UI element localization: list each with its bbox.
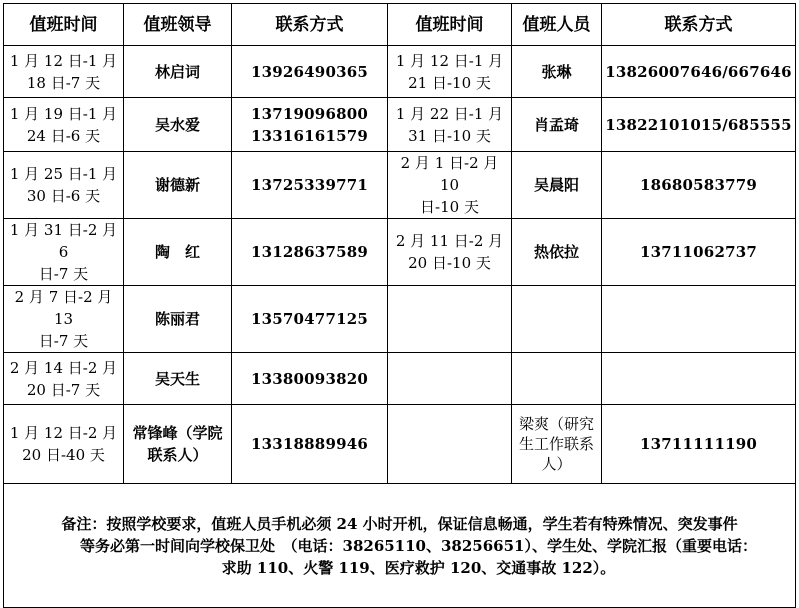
staff-name-cell bbox=[512, 353, 602, 405]
table-row bbox=[4, 98, 796, 152]
staff-period-cell bbox=[388, 353, 512, 405]
staff-period-cell bbox=[388, 152, 512, 219]
leader-period-line: 1 月 12 日-2 月 bbox=[9, 424, 118, 442]
duty-roster-table bbox=[3, 3, 796, 608]
header-row bbox=[4, 4, 796, 46]
table-row bbox=[4, 405, 796, 484]
header-leader-phone: 联系方式 bbox=[232, 4, 388, 46]
staff-name-line: 梁爽（研究 bbox=[518, 415, 594, 433]
staff-name-line: 生工作联系 bbox=[518, 435, 594, 453]
staff-period-line: 2 月 1 日-2 月 10 bbox=[400, 154, 499, 194]
staff-phone: 13711111190 bbox=[602, 405, 796, 484]
staff-name: 热依拉 bbox=[533, 243, 579, 261]
leader-phone: 13318889946 bbox=[250, 435, 368, 453]
staff-period-cell bbox=[388, 219, 512, 286]
staff-period-line: 日-10 天 bbox=[420, 198, 479, 216]
staff-period-line: 20 日-10 天 bbox=[408, 254, 491, 272]
leader-period-cell bbox=[4, 405, 124, 484]
leader-phone-cell bbox=[232, 98, 388, 152]
leader-period-line: 1 月 25 日-1 月 bbox=[9, 165, 118, 183]
remarks-line: 求助 110、火警 119、医疗救护 120、交通事故 122）。 bbox=[221, 558, 616, 577]
leader-period-line: 18 日-7 天 bbox=[26, 73, 101, 92]
staff-name-cell bbox=[512, 98, 602, 152]
remarks-cell bbox=[4, 484, 796, 608]
leader-phone: 13719096800 bbox=[250, 104, 368, 123]
staff-period-cell bbox=[388, 46, 512, 98]
leader-period-line: 1 月 31 日-2 月 6 bbox=[9, 221, 118, 261]
staff-period-line: 1 月 12 日-1 月 bbox=[395, 51, 504, 70]
staff-period-cell bbox=[388, 405, 512, 484]
leader-phone-cell bbox=[232, 152, 388, 219]
leader-name: 谢德新 bbox=[124, 152, 232, 219]
leader-phone-cell bbox=[232, 405, 388, 484]
leader-name: 吴水爱 bbox=[124, 98, 232, 152]
leader-name: 陈丽君 bbox=[124, 286, 232, 353]
table-row bbox=[4, 286, 796, 353]
leader-phone-cell bbox=[232, 353, 388, 405]
staff-phone bbox=[602, 353, 796, 405]
leader-period-cell bbox=[4, 98, 124, 152]
header-leader: 值班领导 bbox=[124, 4, 232, 46]
leader-name: 吴天生 bbox=[124, 353, 232, 405]
leader-phone: 13926490365 bbox=[250, 62, 368, 81]
leader-period-line: 24 日-6 天 bbox=[26, 126, 101, 145]
staff-name-cell bbox=[512, 152, 602, 219]
leader-period-cell bbox=[4, 152, 124, 219]
staff-period-cell bbox=[388, 286, 512, 353]
leader-period-line: 2 月 7 日-2 月 13 bbox=[14, 288, 113, 328]
leader-phone: 13380093820 bbox=[250, 369, 368, 388]
leader-period-line: 20 日-7 天 bbox=[26, 380, 101, 399]
leader-period-line: 1 月 19 日-1 月 bbox=[9, 104, 118, 123]
staff-phone: 18680583779 bbox=[602, 152, 796, 219]
staff-phone: 13711062737 bbox=[602, 219, 796, 286]
leader-period-cell bbox=[4, 219, 124, 286]
staff-period-line: 1 月 22 日-1 月 bbox=[395, 104, 504, 123]
leader-name: 林启词 bbox=[124, 46, 232, 98]
staff-name-cell bbox=[512, 286, 602, 353]
staff-period-cell bbox=[388, 98, 512, 152]
staff-phone bbox=[602, 286, 796, 353]
note-row bbox=[4, 484, 796, 608]
leader-period-line: 日-7 天 bbox=[38, 332, 89, 350]
table-row bbox=[4, 152, 796, 219]
staff-phone: 13822101015/685555 bbox=[602, 98, 796, 152]
leader-period-line: 30 日-6 天 bbox=[26, 187, 101, 205]
leader-phone: 13725339771 bbox=[250, 176, 368, 194]
remarks-line: 等务必第一时间向学校保卫处 （电话：38265110、38256651）、学生处、学院汇报（重要电话： bbox=[80, 536, 757, 555]
staff-period-line: 31 日-10 天 bbox=[408, 126, 491, 145]
staff-period-line: 2 月 11 日-2 月 bbox=[395, 232, 504, 250]
leader-period-cell bbox=[4, 353, 124, 405]
leader-phone-cell bbox=[232, 286, 388, 353]
leader-period-cell bbox=[4, 46, 124, 98]
header-staff: 值班人员 bbox=[512, 4, 602, 46]
leader-phone: 13128637589 bbox=[250, 243, 368, 261]
staff-period-line: 21 日-10 天 bbox=[408, 73, 491, 92]
leader-name: 常锋峰（学院联系人） bbox=[124, 405, 232, 484]
leader-phone: 13316161579 bbox=[250, 126, 368, 145]
leader-name: 陶 红 bbox=[124, 219, 232, 286]
staff-phone: 13826007646/667646 bbox=[602, 46, 796, 98]
leader-period-cell bbox=[4, 286, 124, 353]
staff-name: 张琳 bbox=[541, 62, 572, 81]
table-row bbox=[4, 353, 796, 405]
staff-name-line: 人） bbox=[541, 455, 572, 473]
header-staff-phone: 联系方式 bbox=[602, 4, 796, 46]
leader-period-line: 20 日-40 天 bbox=[22, 446, 105, 464]
leader-phone: 13570477125 bbox=[250, 310, 368, 328]
staff-name: 肖孟琦 bbox=[533, 115, 579, 134]
remarks-line: 备注：按照学校要求，值班人员手机必须 24 小时开机，保证信息畅通，学生若有特殊情况、突发事件 bbox=[61, 514, 738, 533]
table-row bbox=[4, 46, 796, 98]
staff-name-cell bbox=[512, 219, 602, 286]
leader-period-line: 2 月 14 日-2 月 bbox=[9, 358, 118, 377]
header-leader-period: 值班时间 bbox=[4, 4, 124, 46]
leader-period-line: 1 月 12 日-1 月 bbox=[9, 51, 118, 70]
leader-phone-cell bbox=[232, 46, 388, 98]
header-staff-period: 值班时间 bbox=[388, 4, 512, 46]
leader-period-line: 日-7 天 bbox=[38, 265, 89, 283]
leader-phone-cell bbox=[232, 219, 388, 286]
staff-name-cell bbox=[512, 405, 602, 484]
staff-name-cell bbox=[512, 46, 602, 98]
table-row bbox=[4, 219, 796, 286]
staff-name: 吴晨阳 bbox=[533, 176, 579, 194]
